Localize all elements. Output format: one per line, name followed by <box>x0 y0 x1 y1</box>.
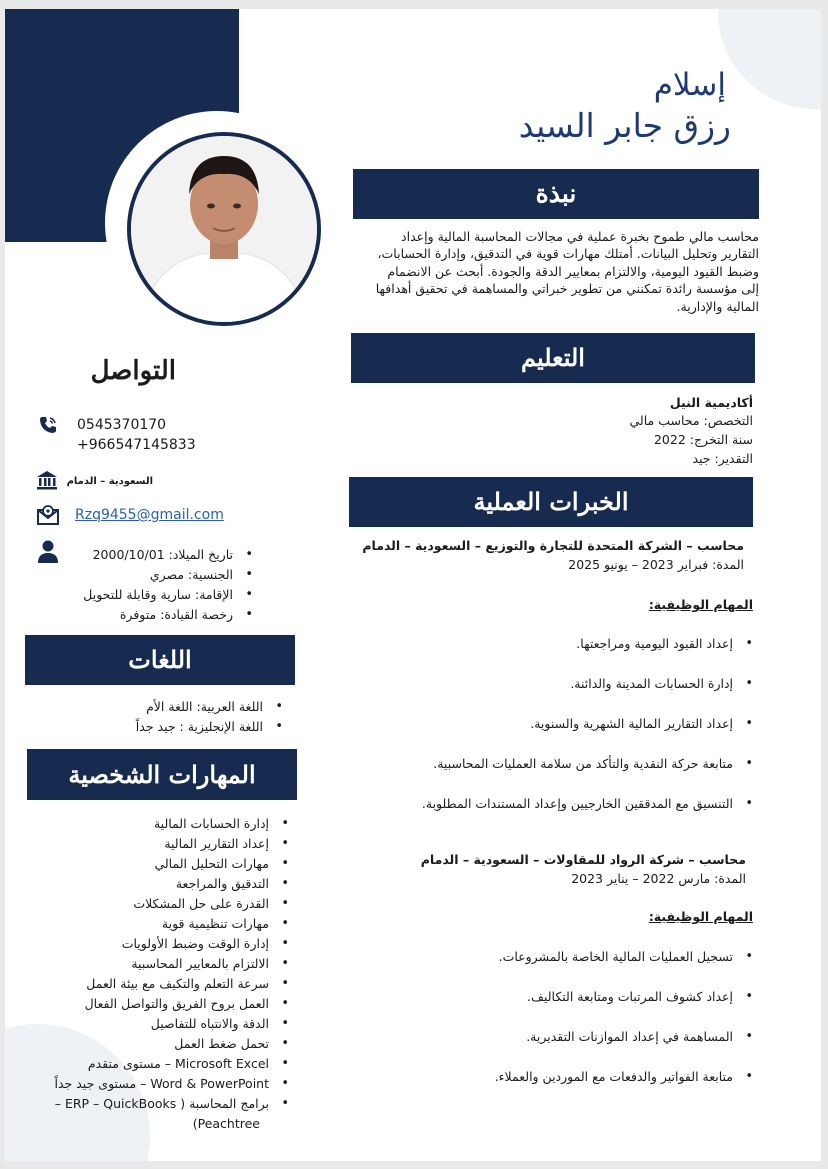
phone-icon <box>38 415 58 435</box>
email-link[interactable]: Rzq9455@gmail.com <box>75 507 224 523</box>
phone-number-1[interactable]: 0545370170 <box>77 417 167 433</box>
list-item: • الجنسية: مصري <box>83 565 253 585</box>
skills-list <box>55 814 289 1114</box>
list-item: • تحمل ضغط العمل <box>55 1034 289 1054</box>
section-title-skills: المهارات الشخصية <box>68 760 256 789</box>
list-item: • Word & PowerPoint – مستوى جيد جداً <box>55 1074 289 1094</box>
list-item: • الدقة والانتباه للتفاصيل <box>55 1014 289 1034</box>
list-item: • مهارات تنظيمية قوية <box>55 914 289 934</box>
list-item: • إعداد التقارير المالية <box>55 834 289 854</box>
skills-list-continuation: Peachtree) <box>192 1116 260 1131</box>
list-item: • تاريخ الميلاد: 2000/10/01 <box>83 545 253 565</box>
list-item: • متابعة حركة النقدية والتأكد من سلامة العمليات المحاسبية. <box>422 754 759 794</box>
job-tasks-label: المهام الوظيفية: <box>648 597 753 612</box>
section-header-skills <box>27 749 297 800</box>
section-title-education: التعليم <box>521 343 585 372</box>
list-item: • العمل بروح الفريق والتواصل الفعال <box>55 994 289 1014</box>
profile-line: المالية والإدارية. <box>676 299 759 314</box>
education-year: سنة التخرج: 2022 <box>653 432 753 447</box>
section-title-languages: اللغات <box>128 645 192 674</box>
list-item: • إدارة الحسابات المالية <box>55 814 289 834</box>
email-icon <box>36 504 60 526</box>
job-tasks-list <box>422 634 759 834</box>
list-item: • إعداد كشوف المرتبات ومتابعة التكاليف. <box>495 987 759 1027</box>
resume-page <box>5 9 821 1161</box>
education-institution: أكاديمية النيل <box>669 395 753 410</box>
first-name: إسلام <box>653 67 726 103</box>
list-item: • الالتزام بالمعايير المحاسبية <box>55 954 289 974</box>
section-header-profile <box>353 169 759 219</box>
list-item: • التدقيق والمراجعة <box>55 874 289 894</box>
profile-line: التقارير وتحليل البيانات. أمتلك مهارات قوية في التدقيق، وإدارة الحسابات، <box>377 246 759 261</box>
list-item: • اللغة العربية: اللغة الأم <box>136 697 283 717</box>
list-item: • إدارة الوقت وضبط الأولويات <box>55 934 289 954</box>
list-item: • اللغة الإنجليزية : جيد جداً <box>136 717 283 737</box>
job-tasks-list <box>495 947 759 1107</box>
section-title-experience: الخبرات العملية <box>473 487 629 516</box>
full-name: رزق جابر السيد <box>518 106 731 145</box>
list-item: • متابعة الفواتير والدفعات مع الموردين والعملاء. <box>495 1067 759 1107</box>
profile-line: محاسب مالي طموح بخبرة عملية في مجالات المحاسبة المالية وإعداد <box>401 229 759 244</box>
profile-photo-image <box>131 136 317 322</box>
personal-info-list <box>83 545 253 625</box>
section-header-experience <box>349 477 753 527</box>
profile-line: وضبط القيود اليومية، والالتزام بمعايير الدقة والجودة. أبحث عن الانضمام <box>387 264 759 279</box>
list-item: • إعداد القيود اليومية ومراجعتها. <box>422 634 759 674</box>
profile-line: إلى مؤسسة رائدة تمكنني من تطوير خبراتي والمساهمة في تحقيق أهدافها <box>375 281 759 296</box>
list-item: • التنسيق مع المدققين الخارجيين وإعداد المستندات المطلوبة. <box>422 794 759 834</box>
list-item: • مهارات التحليل المالي <box>55 854 289 874</box>
decor-circle-top-right <box>718 9 821 109</box>
job-period: المدة: فبراير 2023 – يونيو 2025 <box>568 557 744 572</box>
list-item: • إدارة الحسابات المدينة والدائنة. <box>422 674 759 714</box>
list-item: • سرعة التعلم والتكيف مع بيئة العمل <box>55 974 289 994</box>
list-item: • الإقامة: سارية وقابلة للتحويل <box>83 585 253 605</box>
phone-number-2[interactable]: +966547145833 <box>77 437 196 453</box>
list-item: • المساهمة في إعداد الموازنات التقديرية. <box>495 1027 759 1067</box>
section-header-languages <box>25 635 295 685</box>
list-item: • برامج المحاسبة ( ERP – QuickBooks – <box>55 1094 289 1114</box>
list-item: • إعداد التقارير المالية الشهرية والسنوية. <box>422 714 759 754</box>
languages-list <box>136 697 283 737</box>
education-major: التخصص: محاسب مالي <box>629 413 753 428</box>
section-title-profile: نبذة <box>535 179 577 208</box>
list-item: • Microsoft Excel – مستوى متقدم <box>55 1054 289 1074</box>
section-title-contact: التواصل <box>90 356 176 386</box>
education-grade: التقدير: جيد <box>692 451 753 466</box>
user-icon <box>37 540 59 564</box>
profile-photo <box>127 132 321 326</box>
list-item: • القدرة على حل المشكلات <box>55 894 289 914</box>
bank-building-icon <box>35 470 59 490</box>
job-title: محاسب – شركة الرواد للمقاولات – السعودية – الدمام <box>420 852 746 867</box>
list-item: • تسجيل العمليات المالية الخاصة بالمشروعات. <box>495 947 759 987</box>
job-tasks-label: المهام الوظيفية: <box>648 909 753 924</box>
list-item: • رخصة القيادة: متوفرة <box>83 605 253 625</box>
section-header-education <box>351 333 755 383</box>
location: السعودية – الدمام <box>66 476 153 487</box>
job-title: محاسب – الشركة المتحدة للتجارة والتوزيع – السعودية – الدمام <box>362 538 744 553</box>
job-period: المدة: مارس 2022 – يناير 2023 <box>571 871 746 886</box>
